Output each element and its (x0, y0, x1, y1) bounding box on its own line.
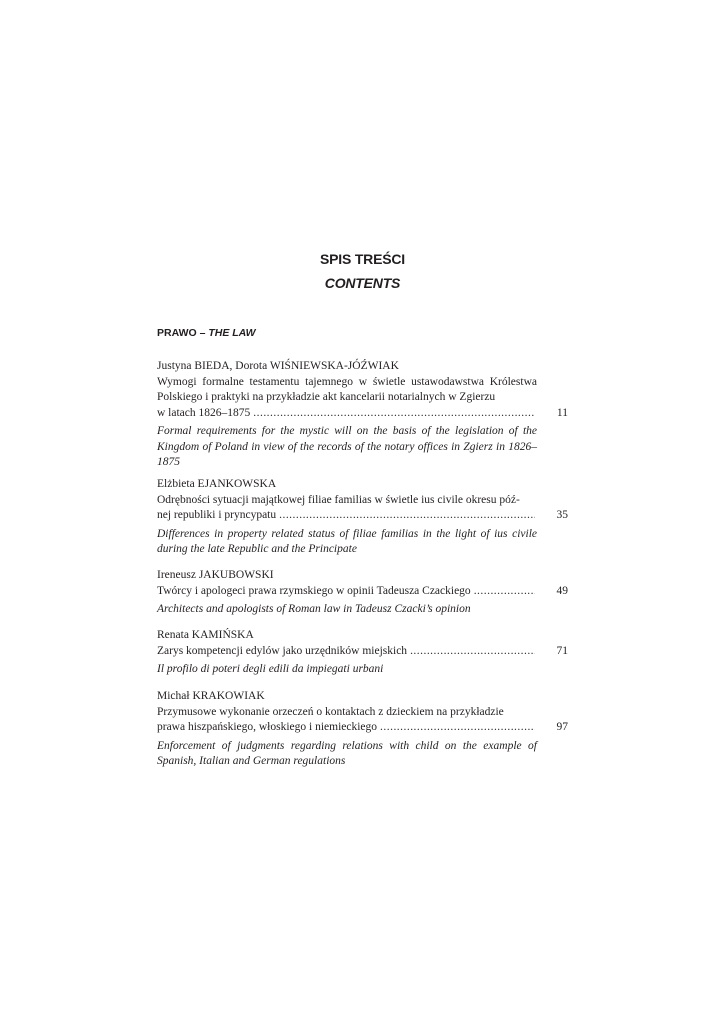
dot-leader (380, 720, 535, 736)
dot-leader (279, 508, 535, 524)
entry-title-en (157, 527, 537, 558)
entry-title-pl (157, 375, 537, 406)
entry-title-en (157, 739, 537, 770)
page-title-pl: SPIS TREŚCI (320, 251, 405, 267)
entry-title-pl-line: Przymusowe wykonanie orzeczeń o kontaktach z dzieckiem na przykładzie (157, 705, 504, 718)
entry-title-en-line: Differences in property related status of filiae familias in the light of ius (157, 527, 508, 540)
entry-title-en-line: Architects and apologists of Roman law in Tadeusz Czacki’s opinion (157, 603, 471, 615)
entry-title-pl-line: Odrębności sytuacji majątkowej filiae familias w świetle ius civile okresu póź- (157, 493, 520, 506)
section-label-en: THE LAW (208, 327, 256, 339)
section-label-pl: PRAWO – (157, 327, 209, 339)
entry-author: Michał KRAKOWIAK (157, 690, 265, 702)
toc-entry (157, 359, 568, 471)
section-heading (157, 327, 256, 339)
dot-leader (474, 584, 535, 600)
page-number: 97 (556, 721, 568, 733)
entry-title-en-line: of the Kingdom of Poland in view of the records of the notary offices in (157, 425, 537, 453)
entry-title-en (157, 424, 537, 471)
entry-title-pl-last-line (157, 720, 568, 736)
entry-title-pl-line: Zarys kompetencji edylów jako urzędników miejskich (157, 644, 408, 657)
entry-title-pl-last-line (157, 644, 568, 660)
entry-title-en-line: Il profilo di poteri degli edili da impiegati urbani (157, 663, 384, 675)
page-number: 11 (556, 406, 568, 419)
entry-title-en-line: Enforcement of judgments regarding relations with child on the example (157, 739, 522, 752)
entry-title-pl-line: Wymogi formalne testamentu tajemnego w świetle ustawodawstwa Królestwa (157, 375, 537, 388)
page-number: 71 (556, 644, 568, 657)
entry-title-pl-line: prawa hiszpańskiego, włoskiego i niemieckiego (157, 721, 378, 733)
entry-title-en (157, 662, 537, 678)
toc-entry (157, 568, 568, 618)
entry-title-pl-line: Twórcy i apologeci prawa rzymskiego w opinii Tadeusza Czackiego (157, 584, 471, 597)
entry-title-pl-line: w latach 1826–1875 (157, 406, 251, 419)
page-number: 35 (556, 509, 568, 521)
entry-title-en-line: Formal requirements for the mystic will on the basis of the legislation (157, 425, 504, 437)
dot-leader (253, 406, 535, 422)
entry-title-pl-last-line (157, 406, 568, 422)
entry-title-en (157, 602, 537, 618)
toc-entry (157, 628, 568, 678)
page-number: 49 (556, 584, 568, 597)
entry-title-en-line: Zgierz in 1826–1875 (157, 440, 538, 468)
entry-title-pl-last-line (157, 584, 568, 600)
toc-entry (157, 477, 568, 558)
entry-title-en-line: civile during the late Republic and the Principate (157, 527, 537, 555)
dot-leader (410, 644, 535, 660)
entry-author: Renata KAMIŃSKA (157, 629, 254, 641)
entry-title-pl (157, 705, 537, 721)
entry-title-en-line: of Spanish, Italian and German regulations (157, 739, 537, 767)
entry-author: Ireneusz JAKUBOWSKI (157, 569, 274, 581)
toc-entry (157, 689, 568, 770)
page-title-en: CONTENTS (324, 275, 401, 291)
entry-title-pl (157, 493, 537, 509)
entry-author: Justyna BIEDA, Dorota WIŚNIEWSKA-JÓŹWIAK (157, 360, 399, 372)
entry-title-pl-last-line (157, 508, 568, 524)
entry-title-pl-line: nej republiki i pryncypatu (157, 509, 277, 521)
entry-author: Elżbieta EJANKOWSKA (157, 478, 277, 490)
entry-title-pl-line: Polskiego i praktyki na przykładzie akt kancelarii notarialnych w Zgierzu (157, 391, 496, 403)
